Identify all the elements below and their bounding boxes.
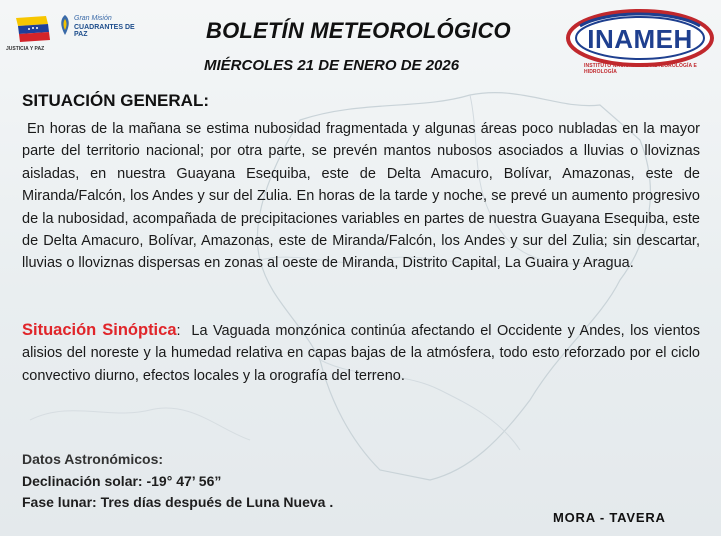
bulletin-title: BOLETÍN METEOROLÓGICO xyxy=(206,18,511,43)
mission-logo-line2: CUADRANTES DE PAZ xyxy=(74,24,135,38)
cuadrantes-de-paz-logo xyxy=(58,14,138,40)
inameh-logo-text: INAMEH xyxy=(587,24,693,54)
mission-emblem-icon xyxy=(58,14,72,36)
situacion-general-heading: SITUACIÓN GENERAL: xyxy=(22,91,209,110)
fase-lunar: Fase lunar: Tres días después de Luna Nueva . xyxy=(22,494,334,510)
situacion-sinoptica-text: La Vaguada monzónica continúa afectando el Occidente y Andes, los vientos alisios del noreste y la humedad relativa en capas bajas de la atmósfera, todo esto reforzado por el ciclo convectivo diurno, efectos locales y la orografía del terreno. xyxy=(22,323,701,384)
situacion-sinoptica-paragraph xyxy=(22,319,700,387)
situacion-general-text: En horas de la mañana se estima nubosidad fragmentada y algunas áreas poco nubladas en la mayor parte del territorio nacional; por otra parte, se prevén mantos nubosos asociados a lluvias o lloviznas aisladas, en nuestra Guayana Esequiba, este de Delta Amacuro, Bolívar, Amazonas, este de Miranda/Falcón, los Andes y sur del Zulia. En horas de la tarde y noche, se prevé un aumento progresivo de la nubosidad, acompañada de precipitaciones variables en partes de nuestra Guayana Esequiba, este de Delta Amacuro, Bolívar, Amazonas, este de Miranda/Falcón, los Andes y sur del Zulia; sin descartar, lluvias o lloviznas dispersas en zonas al oeste de Miranda, Distrito Capital, La Guaira y Aragua. xyxy=(22,121,700,272)
declinacion-solar: Declinación solar: -19° 47’ 56” xyxy=(22,473,222,489)
situacion-sinoptica-heading: Situación Sinóptica xyxy=(22,321,177,339)
mission-logo-line1: Gran Misión xyxy=(74,15,112,22)
author-signature: MORA - TAVERA xyxy=(553,510,666,525)
bulletin-date: MIÉRCOLES 21 DE ENERO DE 2026 xyxy=(204,57,460,74)
inameh-subtitle: INSTITUTO NACIONAL DE METEOROLOGÍA E HIDROLOGÍA xyxy=(584,63,697,75)
situacion-sinoptica-separator: : xyxy=(176,323,181,339)
datos-astronomicos-heading: Datos Astronómicos: xyxy=(22,451,164,467)
justicia-y-paz-caption: JUSTICIA Y PAZ xyxy=(6,46,45,52)
